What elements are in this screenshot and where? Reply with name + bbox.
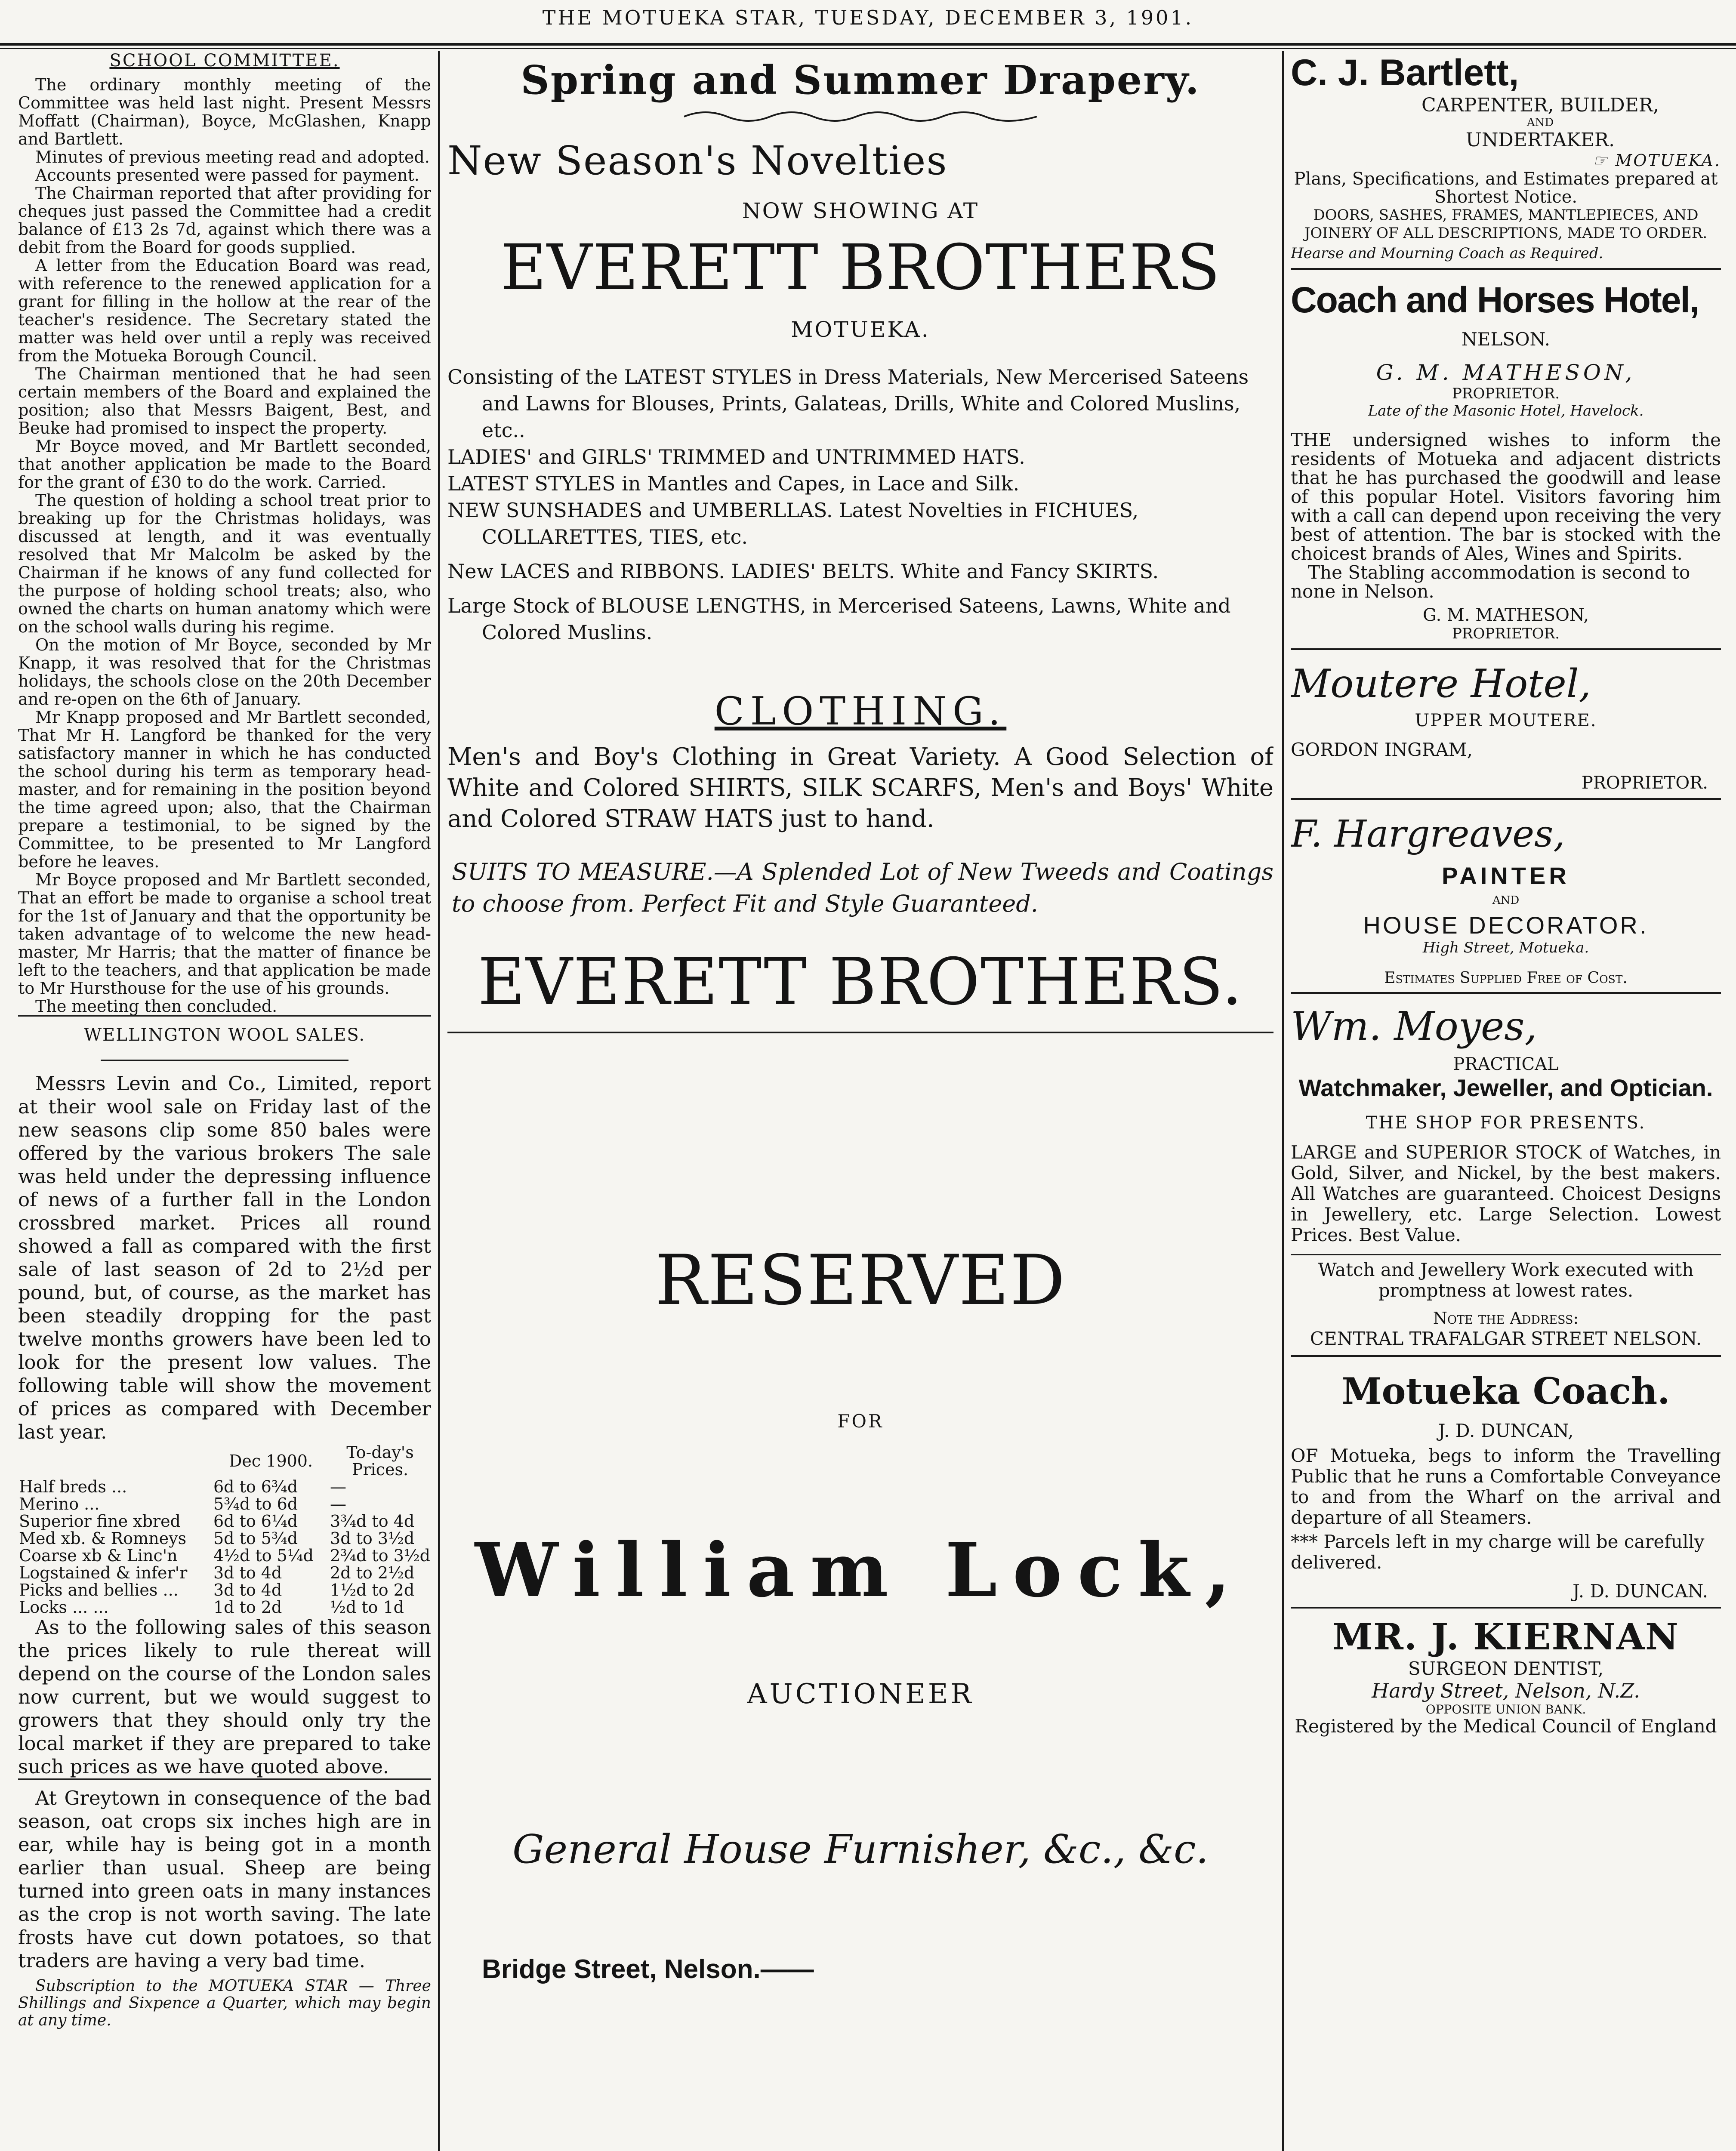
masthead-rule [0,43,1736,46]
drapery-item: LADIES' and GIRLS' TRIMMED and UNTRIMMED HATS. [447,445,1025,468]
coach-horses-city: NELSON. [1462,329,1550,350]
table-cell: Med xb. & Romneys [19,1529,187,1548]
table-cell: 3d to 3½d [330,1529,415,1548]
bridge-street-label: Bridge Street, Nelson.—— [482,1954,814,1984]
bartlett-trade: CARPENTER, BUILDER, [1421,94,1659,116]
motueka-coach-ad [1291,1357,1721,1609]
greytown-article: At Greytown in consequence of the bad season, oat crops six inches high are in ear, while hay is being got in a month earlier than usual. Sheep are being turned into green oats in many instances as the crop is not worth saving. The late frosts have cut down potatoes, so that traders are having a very bad time. [18,1787,431,1972]
table-cell: 4½d to 5¼d [213,1546,314,1565]
table-cell: Merino ... [19,1495,100,1513]
everett-brothers-footer: EVERETT BROTHERS. [478,945,1243,1020]
everett-brothers-heading: EVERETT BROTHERS [500,231,1221,304]
hargreaves-address: High Street, Motueka. [1422,939,1589,956]
hargreaves-decorator: HOUSE DECORATOR. [1363,912,1649,939]
table-cell: 3¾d to 4d [330,1512,415,1531]
drapery-item: Large Stock of BLOUSE LENGTHS, in Mercerised Sateens, Lawns, White and Colored Muslins. [447,594,1231,644]
table-row [18,1581,431,1599]
table-header: To-day's Prices. [346,1443,414,1479]
table-cell: Half breds ... [19,1477,127,1496]
article-paragraph: Mr Boyce moved, and Mr Bartlett seconded, that another application be made to the Board for the grant of £30 to do the work. Carried. [18,437,431,492]
for-label: FOR [837,1411,884,1432]
table-cell: 5¾d to 6d [213,1495,298,1513]
moyes-repair: Watch and Jewellery Work executed with promptness at lowest rates. [1291,1254,1721,1301]
suits-text: SUITS TO MEASURE.—A Splended Lot of New Tweeds and Coatings to choose from. Perfect Fit and Style Guaranteed. [452,858,1273,917]
ornament-icon [680,110,1041,123]
wool-price-table [18,1444,431,1616]
middle-column [447,52,1273,2151]
ornament-divider [447,110,1273,125]
motueka-coach-title: Motueka Coach. [1341,1370,1670,1412]
table-cell: 2¾d to 3½d [330,1546,430,1565]
moyes-note: Note the Address: [1433,1309,1579,1328]
table-row [18,1547,431,1564]
kiernan-job: SURGEON DENTIST, [1408,1658,1604,1679]
table-cell: Logstained & infer'r [19,1563,188,1582]
wool-sales-article-continued: As to the following sales of this season the prices likely to rule thereat will depend on the course of the London sales now current, but we would suggest to growers that they should only try the local market if they are prepared to take such prices as we have quoted above. [18,1616,431,1780]
table-cell: 6d to 6¾d [213,1477,298,1496]
clothing-text: Men's and Boy's Clothing in Great Variety. A Good Selection of White and Colored SHIRTS, SILK SCARFS, Men's and Boys' White and Colored STRAW HATS just to hand. [447,743,1273,833]
moutere-place: UPPER MOUTERE. [1415,711,1597,730]
section-rule [101,1060,348,1061]
clothing-heading: CLOTHING. [714,689,1007,734]
moyes-ad [1291,994,1721,1357]
bartlett-hearse: Hearse and Mourning Coach as Required. [1291,245,1603,262]
table-cell: Superior fine xbred [19,1512,181,1531]
drapery-item: LATEST STYLES in Mantles and Capes, in Lace and Silk. [447,472,1020,495]
motueka-coach-name: J. D. DUNCAN, [1438,1420,1574,1441]
coach-horses-prop: PROPRIETOR. [1452,385,1560,402]
coach-horses-body: THE undersigned wishes to inform the residents of Motueka and adjacent districts that he has purchased the goodwill and lease of this popular Hotel. Visitors favoring him with a call can depend upon receiving the very best of attention. The bar is stocked with the choicest brands of Ales, Wines and Spirits. [1291,429,1721,564]
coach-horses-sign: G. M. MATHESON, [1422,605,1589,625]
reserved-heading: RESERVED [655,1240,1066,1320]
kiernan-address: Hardy Street, Nelson, N.Z. [1372,1679,1640,1702]
coach-horses-ad [1291,270,1721,650]
motueka-coach-parcels: *** Parcels left in my charge will be carefully delivered. [1291,1531,1705,1573]
article-paragraph: The meeting then concluded. [18,997,431,1017]
hargreaves-title: F. Hargreaves, [1291,813,1565,856]
table-row [18,1564,431,1581]
now-showing-label: NOW SHOWING AT [742,198,979,223]
coach-horses-late: Late of the Masonic Hotel, Havelock. [1368,402,1644,419]
school-committee-article [18,76,431,1017]
bartlett-body: Plans, Specifications, and Estimates prepared at Shortest Notice. [1294,169,1718,207]
subscription-notice: Subscription to the MOTUEKA STAR — Three Shillings and Sixpence a Quarter, which may begin at any time. [18,1977,431,2029]
table-row [18,1530,431,1547]
article-paragraph: Minutes of previous meeting read and adopted. [35,148,430,166]
furnisher-label: General House Furnisher, &c., &c. [512,1826,1209,1872]
table-row [18,1478,431,1495]
article-paragraph: Mr Knapp proposed and Mr Bartlett seconded, That Mr H. Langford be thanked for the very satisfactory manner in which he has conducted the school during his term as temporary head-master, and for remaining in the position beyond the time agreed upon; also, that the Chairman prepare a testimonial, to be signed by the Committee, to be presented to Mr Langford before he leaves. [18,708,431,871]
bartlett-undertaker: UNDERTAKER. [1465,129,1615,151]
moyes-practical: PRACTICAL [1453,1054,1559,1074]
table-cell: Coarse xb & Linc'n [19,1546,178,1565]
coach-horses-title: Coach and Horses Hotel, [1291,280,1699,320]
wool-sales-heading: WELLINGTON WOOL SALES. [83,1025,366,1045]
masthead: THE MOTUEKA STAR, TUESDAY, DECEMBER 3, 1901. [542,6,1194,29]
coach-horses-sign-prop: PROPRIETOR. [1452,625,1560,642]
drapery-item: NEW SUNSHADES and UMBERLLAS. Latest Novelties in FICHUES, COLLARETTES, TIES, etc. [447,499,1139,549]
moyes-trade: Watchmaker, Jeweller, and Optician. [1298,1074,1713,1101]
table-cell: ½d to 1d [330,1598,404,1617]
table-row [18,1599,431,1616]
kiernan-opposite: OPPOSITE UNION BANK. [1425,1702,1586,1716]
table-cell: 6d to 6¼d [213,1512,298,1531]
table-header: Dec 1900. [228,1451,313,1470]
table-cell: 1½d to 2d [330,1581,415,1599]
table-row [18,1495,431,1513]
table-header [18,1444,213,1478]
left-column [18,52,431,2151]
moutere-title: Moutere Hotel, [1291,661,1591,706]
kiernan-title: MR. J. KIERNAN [1332,1615,1679,1658]
bartlett-name: C. J. Bartlett, [1291,52,1519,93]
table-cell: — [330,1495,347,1513]
motueka-label: MOTUEKA. [791,317,930,342]
drapery-items [447,364,1273,646]
article-paragraph: The ordinary monthly meeting of the Committee was held last night. Present Messrs Moffatt (Chairman), Boyce, McGlashen, Knapp and Bartlett. [18,75,431,148]
moutere-owner: GORDON INGRAM, [1291,739,1473,760]
table-cell: Locks ... ... [19,1598,109,1617]
school-committee-heading: SCHOOL COMMITTEE. [109,52,340,71]
kiernan-ad [1291,1609,1721,1736]
motueka-coach-sign: J. D. DUNCAN. [1573,1581,1708,1602]
motueka-coach-body: OF Motueka, begs to inform the Travelling Public that he runs a Comfortable Conveyance to and from the Wharf on the arrival and departure of all Steamers. [1291,1445,1721,1528]
hargreaves-painter: PAINTER [1442,862,1570,889]
moyes-body: LARGE and SUPERIOR STOCK of Watches, in Gold, Silver, and Nickel, by the best makers. All Watches are guaranteed. Choicest Designs in Jewellery, etc. Large Selection. Lowest Prices. Best Value. [1291,1142,1721,1245]
bartlett-body-2: DOORS, SASHES, FRAMES, MANTLEPIECES, AND JOINERY OF ALL DESCRIPTIONS, MADE TO ORDER. [1304,206,1708,242]
bartlett-town: ☞ MOTUEKA. [1593,151,1721,170]
table-cell: Picks and bellies ... [19,1581,179,1599]
article-paragraph: The Chairman reported that after providing for cheques just passed the Committee had a credit balance of £13 2s 7d, against which there was a debit from the Board for goods supplied. [18,184,431,257]
table-cell: 3d to 4d [213,1563,282,1582]
drapery-title: Spring and Summer Drapery. [521,57,1200,103]
moutere-prop: PROPRIETOR. [1581,773,1708,793]
moyes-shop: THE SHOP FOR PRESENTS. [1366,1113,1646,1133]
coach-horses-body-2: The Stabling accommodation is second to none in Nelson. [1291,562,1690,602]
drapery-item: Consisting of the LATEST STYLES in Dress Materials, New Mercerised Sateens and Lawns for Blouses, Prints, Galateas, Drills, White and Colored Muslins, etc.. [447,365,1249,442]
bartlett-and: AND [1526,116,1554,129]
article-paragraph: The Chairman mentioned that he had seen certain members of the Board and explained the position; also that Messrs Baigent, Best, and Beuke had promised to inspect the property. [18,364,431,438]
table-cell: 3d to 4d [213,1581,282,1599]
article-paragraph: Mr Boyce proposed and Mr Bartlett seconded, That an effort be made to organise a school treat for the 1st of January and that the opportunity be taken advantage of to welcome the new head-master, Mr Harris; that the matter of finance be left to the teachers, and that application be made to Mr Hursthouse for the use of his grounds. [18,870,431,998]
moutere-ad [1291,650,1721,800]
right-column [1291,52,1721,2151]
moyes-title: Wm. Moyes, [1291,1003,1537,1049]
column-rule-left [438,51,440,2151]
hargreaves-ad [1291,800,1721,994]
hargreaves-estimates: Estimates Supplied Free of Cost. [1384,969,1628,987]
column-rule-right [1282,51,1284,2151]
kiernan-registered: Registered by the Medical Council of England [1295,1716,1717,1737]
hargreaves-and: AND [1492,894,1520,907]
auctioneer-label: AUCTIONEER [747,1678,974,1710]
novelties-heading: New Season's Novelties [447,138,948,184]
moyes-address: CENTRAL TRAFALGAR STREET NELSON. [1310,1328,1702,1349]
table-cell: — [330,1477,347,1496]
ad-divider [447,1032,1273,1033]
article-paragraph: On the motion of Mr Boyce, seconded by Mr Knapp, it was resolved that for the Christmas holidays, the schools close on the 20th December and re-open on the 6th of January. [18,635,431,709]
bartlett-ad [1291,52,1721,270]
wool-sales-article: Messrs Levin and Co., Limited, report at their wool sale on Friday last of the new seasons clip some 850 bales were offered by the various brokers The sale was held under the depressing influence of news of a further fall in the London crossbred market. Prices all round showed a fall as compared with the first sale of last season of 2d to 2½d per pound, but, of course, as the market has been steadily dropping for the past twelve months growers have been led to look for the present low values. The following table will show the movement of prices as compared with December last year. [18,1072,431,1443]
table-cell: 2d to 2½d [330,1563,415,1582]
drapery-item: New LACES and RIBBONS. LADIES' BELTS. White and Fancy SKIRTS. [447,560,1159,583]
article-paragraph: The question of holding a school treat prior to breaking up for the Christmas holidays, was discussed at length, and it was eventually resolved that Mr Malcolm be asked by the Chairman if he knows of any fund collected for the purpose of holding school treats; also, who owned the charts on human anatomy which were on the school walls during his regime. [18,491,431,636]
table-header-row [18,1444,431,1478]
william-lock-heading: William Lock, [475,1526,1246,1614]
table-row [18,1513,431,1530]
masthead-rule-thin [0,48,1736,49]
article-paragraph: Accounts presented were passed for payment. [35,166,419,185]
article-paragraph: A letter from the Education Board was read, with reference to the renewed application for a grant for filling in the hollow at the rear of the teacher's residence. The Secretary stated the matter was held over until a reply was received from the Motueka Borough Council. [18,256,431,365]
table-cell: 1d to 2d [213,1598,282,1617]
table-cell: 5d to 5¾d [213,1529,298,1548]
coach-horses-owner: G. M. MATHESON, [1376,360,1636,385]
